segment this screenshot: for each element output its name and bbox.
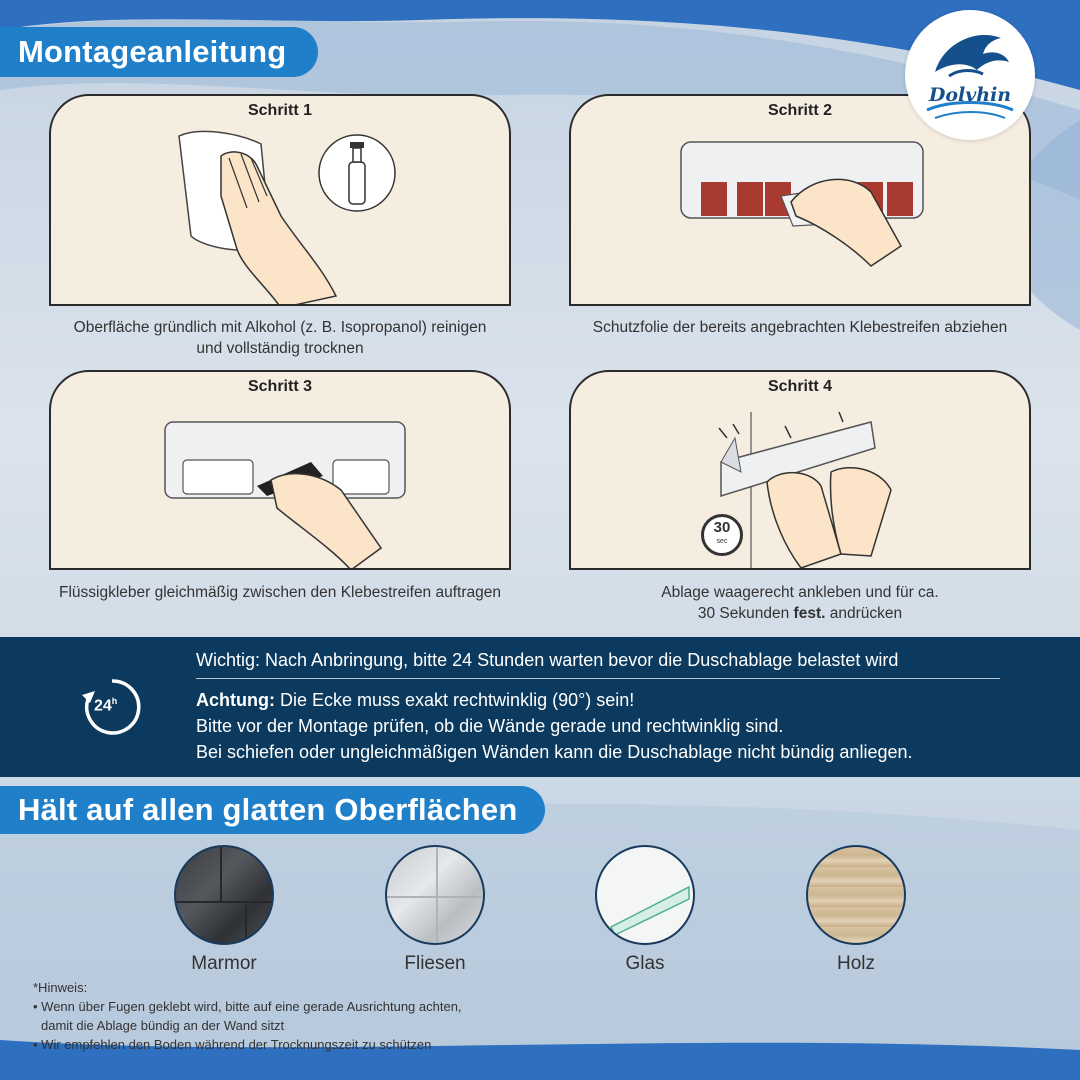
notes [33,978,462,1054]
warning-line [196,687,912,713]
caption-text: 30 Sekunden [697,605,790,622]
wood-swatch [806,845,906,945]
caption-line: und vollständig trocknen [196,340,364,357]
warning-text: Die Ecke muss exakt rechtwinklig (90°) sein! [274,690,635,710]
caption-line: Oberfläche gründlich mit Alkohol (z. B. Isopropanol) reinigen [73,319,487,336]
note-text: damit die Ablage bündig an der Wand sitzt [41,1018,285,1033]
note-item: • Wenn über Fugen geklebt wird, bitte auf eine gerade Ausrichtung achten, [33,999,462,1014]
caption-line [569,603,1031,624]
note-item-continued [33,1016,462,1035]
glue-illustration [51,372,511,570]
tile-swatch [385,845,485,945]
step-caption-2 [569,317,1031,338]
logo-text: Dolvhin [928,84,1012,106]
step-caption-4 [569,582,1031,624]
marble-swatch [174,845,274,945]
timer-icon [701,514,743,556]
surface-label: Holz [836,953,875,974]
section-title-surfaces [0,786,545,834]
section-title-text: Montageanleitung [18,34,287,69]
step-caption-3 [49,582,511,603]
step-title: Schritt 4 [767,378,832,395]
icon-24-sup: h [111,696,118,706]
step-title: Schritt 1 [247,102,312,119]
surface-holz [806,845,906,975]
surface-marmor [174,845,274,975]
step-card-3 [49,370,511,570]
surface-glas [595,845,695,975]
cleaning-illustration [51,96,511,306]
icon-24-text: 24 [94,697,112,715]
press-illustration [571,372,1031,570]
notice-divider [196,678,1000,679]
surface-fliesen [385,845,485,975]
caption-line: Flüssigkleber gleichmäßig zwischen den Klebestreifen auftragen [59,584,501,601]
notes-heading: *Hinweis: [33,980,88,995]
step-caption-1 [49,317,511,359]
24h-clock-icon [80,675,144,739]
warning-line-3: Bei schiefen oder ungleichmäßigen Wänden kann die Duschablage nicht bündig anliegen. [196,742,913,762]
warning-label: Achtung: [196,690,275,710]
step-title: Schritt 2 [767,102,832,119]
notice-line-important: Wichtig: Nach Anbringung, bitte 24 Stunden warten bevor die Duschablage belastet wird [196,650,899,670]
dolphin-icon [905,10,1035,140]
surface-label: Marmor [191,953,257,974]
step-card-4 [569,370,1031,570]
caption-line: Schutzfolie der bereits angebrachten Klebestreifen abziehen [592,319,1008,336]
notice-warning-block [196,687,912,765]
note-text: Wir empfehlen den Boden während der Trocknungszeit zu schützen [41,1037,432,1052]
caption-line: Ablage waagerecht ankleben und für ca. [661,584,939,601]
timer-number: 30 [713,519,731,536]
warning-line-2: Bitte vor der Montage prüfen, ob die Wände gerade und rechtwinklig sind. [196,716,784,736]
step-card-1 [49,94,511,306]
surface-label: Glas [625,953,665,974]
dolvhin-logo [905,10,1035,140]
caption-bold: fest. [793,605,826,622]
note-item: • Wir empfehlen den Boden während der Trocknungszeit zu schützen [33,1037,432,1052]
step-title: Schritt 3 [247,378,312,395]
section-title-montage [0,27,318,77]
timer-unit: sec [716,538,728,545]
note-text: Wenn über Fugen geklebt wird, bitte auf eine gerade Ausrichtung achten, [41,999,462,1014]
surface-label: Fliesen [404,953,466,974]
surfaces-title-text: Hält auf allen glatten Oberflächen [18,792,518,827]
glass-swatch [595,845,695,945]
caption-text: andrücken [829,605,903,622]
notice-banner [0,637,1080,777]
